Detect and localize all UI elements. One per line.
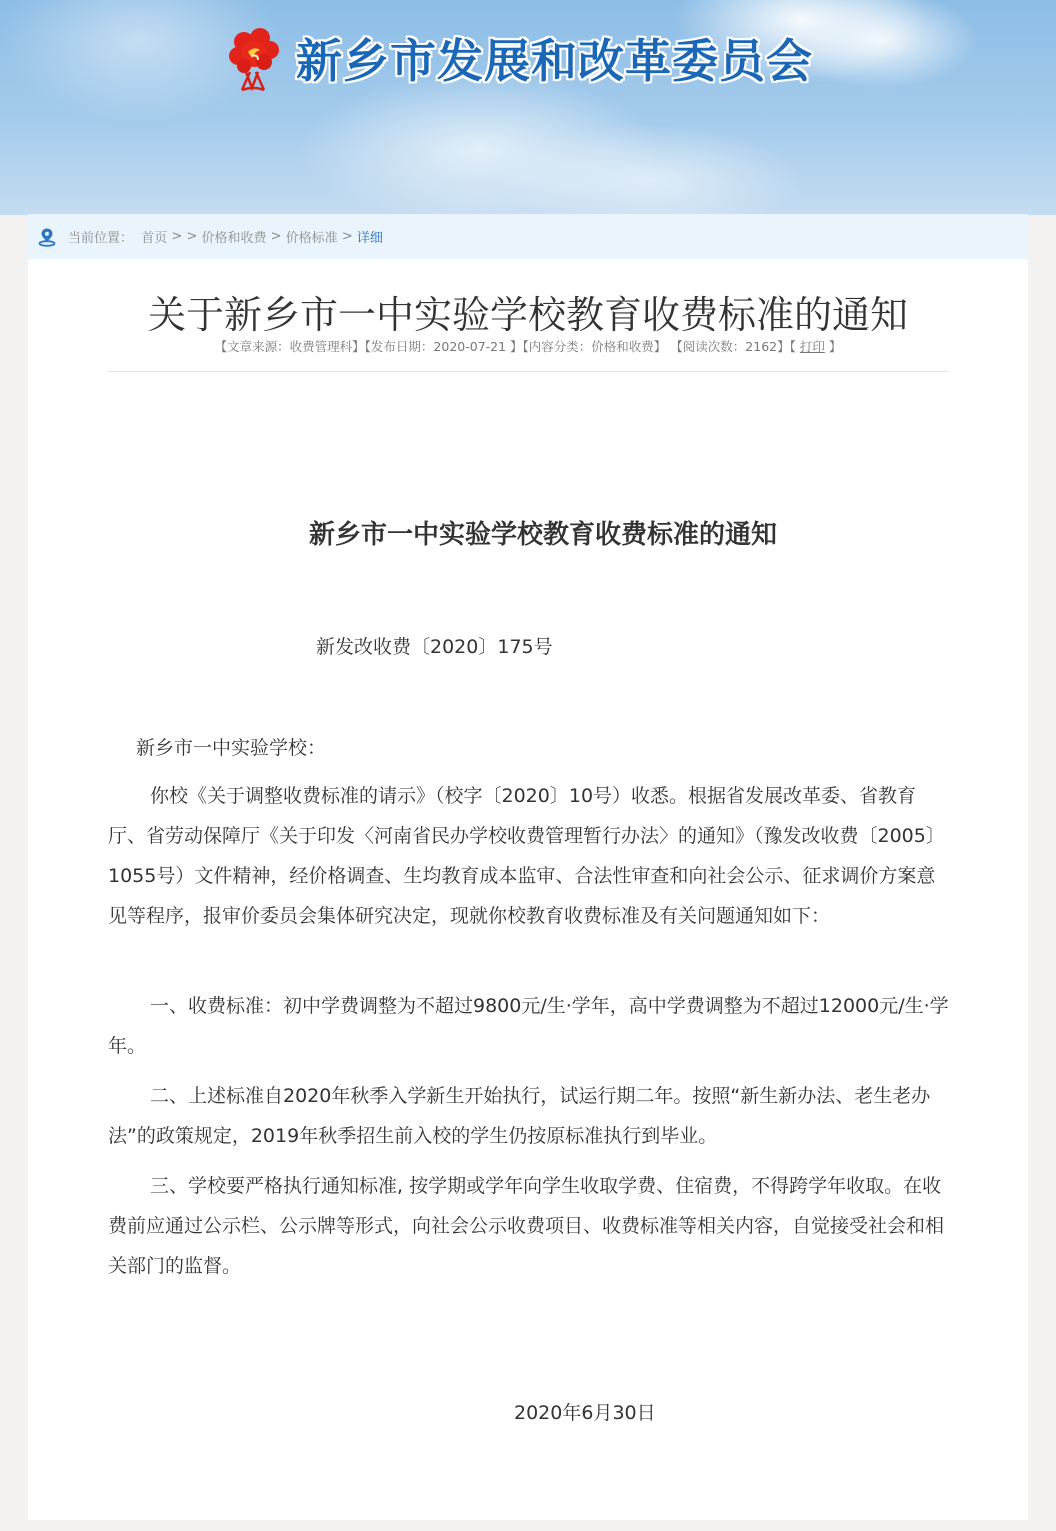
article-container xyxy=(28,214,1028,1520)
meta-bracket: 【 xyxy=(789,339,800,354)
breadcrumb-price-and-fees-link[interactable]: 价格和收费 xyxy=(201,231,267,246)
breadcrumb-separator: > > xyxy=(167,229,202,244)
article-title: 关于新乡市一中实验学校教育收费标准的通知 xyxy=(147,293,908,337)
site-name: 新乡市发展和改革委员会 xyxy=(296,34,813,88)
meta-source: 【文章来源：收费管理科】 xyxy=(214,339,365,354)
breadcrumb-current: 详细 xyxy=(356,231,383,246)
breadcrumb-label: 当前位置： xyxy=(68,231,134,246)
document-number: 新发改收费〔2020〕175号 xyxy=(316,636,553,658)
site-header-banner xyxy=(0,0,1056,215)
breadcrumb-home-link[interactable]: 首页 xyxy=(141,231,168,246)
location-pin-icon xyxy=(38,227,56,247)
article-meta xyxy=(28,337,1028,355)
site-logo[interactable] xyxy=(228,28,813,94)
breadcrumb xyxy=(28,214,1028,259)
meta-view-count: 【阅读次数：2162】 xyxy=(670,339,790,354)
document-heading: 新乡市一中实验学校教育收费标准的通知 xyxy=(308,520,777,550)
print-link[interactable]: 打印 xyxy=(799,339,825,354)
breadcrumb-separator: > xyxy=(337,229,357,244)
meta-publish-date: 【发布日期：2020-07-21 】 xyxy=(364,339,523,354)
title-divider xyxy=(108,371,948,372)
meta-category: 【内容分类：价格和收费】 xyxy=(522,339,667,354)
breadcrumb-separator: > xyxy=(266,229,286,244)
red-flower-emblem-icon xyxy=(228,28,280,94)
body-paragraph: 一、收费标准：初中学费调整为不超过9800元/生·学年，高中学费调整为不超过12000元/生·学年。 xyxy=(108,995,949,1057)
body-paragraph: 三、学校要严格执行通知标准, 按学期或学年向学生收取学费、住宿费，不得跨学年收取。在收费前应通过公示栏、公示牌等形式，向社会公示收费项目、收费标准等相关内容，自觉接受社会和相关部门的监督。 xyxy=(108,1175,945,1277)
body-paragraph: 二、上述标准自2020年秋季入学新生开始执行，试运行期二年。按照“新生新办法、老生老办法”的政策规定，2019年秋季招生前入校的学生仍按原标准执行到毕业。 xyxy=(108,1085,931,1147)
body-paragraph: 你校《关于调整收费标准的请示》（校字〔2020〕10号）收悉。根据省发展改革委、省教育厅、省劳动保障厅《关于印发〈河南省民办学校收费管理暂行办法〉的通知》（豫发改收费〔2005〕1055号）文件精神，经价格调查、生均教育成本监审、合法性审查和向社会公示、征求调价方案意见等程序，报审价委员会集体研究决定，现就你校教育收费标准及有关问题通知如下： xyxy=(108,785,945,927)
breadcrumb-price-standards-link[interactable]: 价格标准 xyxy=(285,231,338,246)
signature-date: 2020年6月30日 xyxy=(514,1402,656,1424)
meta-bracket: 】 xyxy=(824,339,842,354)
salutation: 新乡市一中实验学校： xyxy=(136,737,327,759)
